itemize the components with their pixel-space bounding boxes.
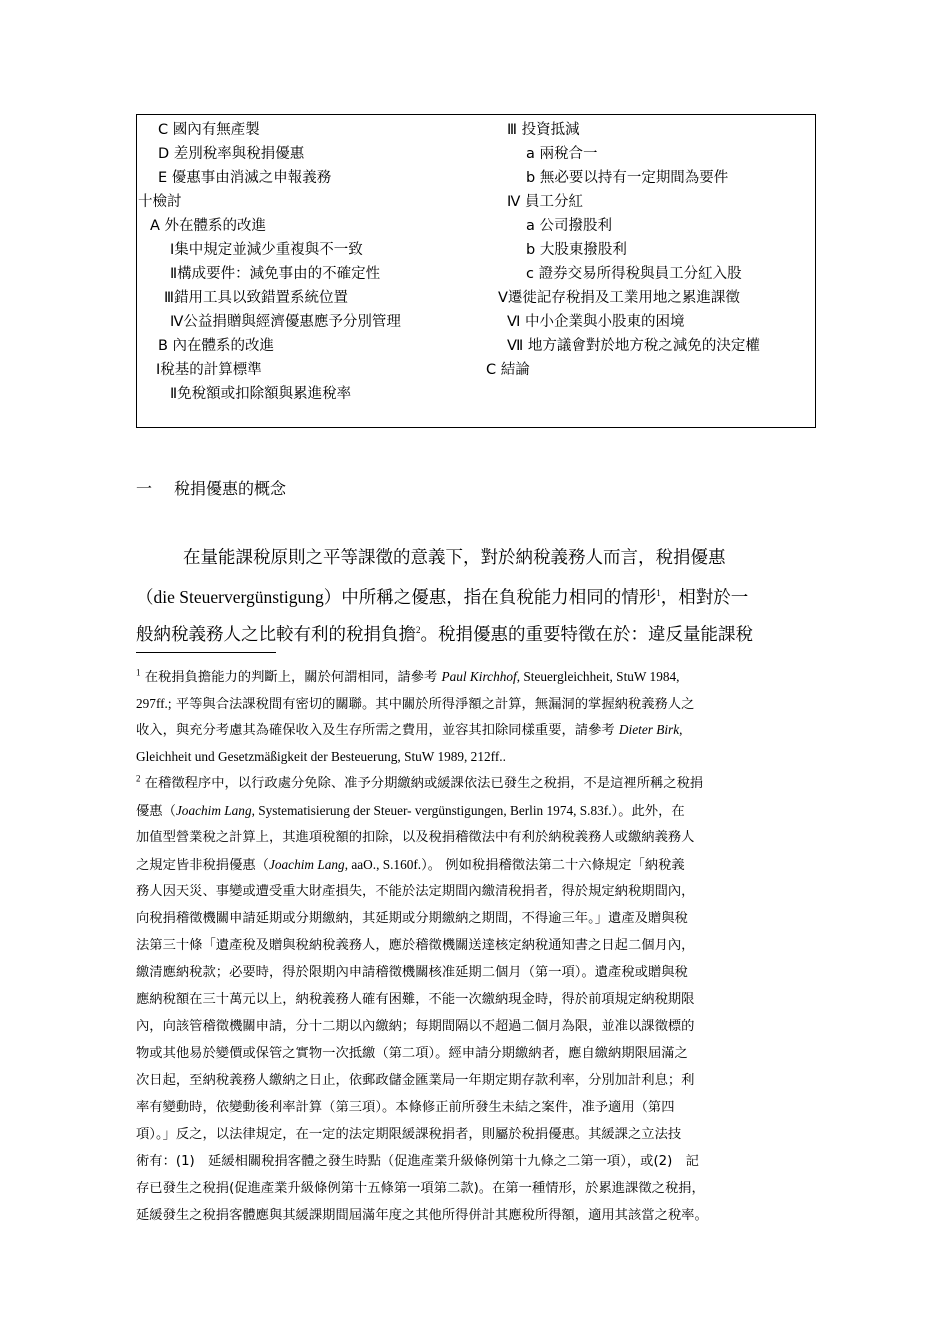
footnote-line: 內，向該管稽徵機關申請，分十二期以內繳納；每期間隔以不超過二個月為限，並准以課徵標的: [136, 1019, 695, 1034]
footnote-line: 收入，與充分考慮其為確保收入及生存所需之費用，並容其扣除同樣重要，請參考 Dieter Birk,: [136, 722, 683, 738]
toc-item: Ⅰ稅基的計算標準: [156, 362, 262, 378]
toc-item: c 證券交易所得稅與員工分紅入股: [526, 266, 742, 282]
toc-item: Ⅳ 員工分紅: [507, 194, 583, 210]
footnote-line: 術有：(1) 延緩相關稅捐客體之發生時點（促進產業升級條例第十九條之二第一項），或(2) 記: [136, 1154, 699, 1169]
footnote-number: 2: [136, 773, 141, 784]
footnote-line: 優惠（Joachim Lang, Systematisierung der Steuer- vergünstigungen, Berlin 1974, S.83f.）。此外，在: [136, 803, 685, 819]
footnote-number: 1: [136, 667, 141, 678]
footnote-line: 項）。」反之，以法律規定，在一定的法定期限緩課稅捐者，則屬於稅捐優惠。其緩課之立法技: [136, 1127, 682, 1142]
toc-item: a 兩稅合一: [526, 146, 598, 162]
section-number: 一: [136, 479, 153, 498]
toc-item: Ⅴ遷徙記存稅捐及工業用地之累進課徵: [498, 290, 740, 306]
footnote-line: 應納稅額在三十萬元以上，納稅義務人確有困難，不能一次繳納現金時，得於前項規定納稅期限: [136, 992, 695, 1007]
footnote-line: 向稅捐稽徵機關申請延期或分期繳納，其延期或分期繳納之期間，不得逾三年。」遺產及贈與稅: [136, 911, 688, 926]
toc-item: Ⅱ構成要件：減免事由的不確定性: [170, 266, 381, 282]
toc-item: Ⅱ免稅額或扣除額與累進稅率: [170, 386, 352, 402]
footnote-line: 物或其他易於變價或保管之實物一次抵繳（第二項）。經申請分期繳納者，應自繳納期限屆滿之: [136, 1046, 688, 1061]
footnote-ref[interactable]: 1: [656, 588, 661, 599]
footnote-line: 之規定皆非稅捐優惠（Joachim Lang, aaO., S.160f.）。 例如稅捐稽徵法第二十六條規定「納稅義: [136, 857, 685, 873]
section-heading: [136, 478, 286, 500]
footnote-line: 297ff.; 平等與合法課稅間有密切的關聯。其中關於所得淨額之計算，無漏洞的掌握納稅義務人之: [136, 696, 695, 712]
toc-item: Ⅰ集中規定並減少重複與不一致: [170, 242, 363, 258]
toc-item: B 內在體系的改進: [158, 338, 275, 354]
footnote-ref[interactable]: 2: [416, 625, 421, 636]
footnote-line: 繳清應納稅款；必要時，得於限期內申請稽徵機關核准延期二個月（第一項）。遺產稅或贈與稅: [136, 965, 688, 980]
toc-item: C 結論: [486, 362, 530, 378]
footnote-line: $^1$ 在稅捐負擔能力的判斷上，關於何謂相同，請參考 Paul Kirchhof, Steuergleichheit, StuW 1984,: [136, 667, 680, 685]
toc-item: D 差別稅率與稅捐優惠: [158, 146, 305, 162]
footnote-line: 加值型營業稅之計算上，其進項稅額的扣除，以及稅捐稽徵法中有利於納稅義務人或繳納義務人: [136, 830, 695, 845]
toc-item: Ⅵ 中小企業與小股東的困境: [507, 314, 685, 330]
footnote-line: 次日起，至納稅義務人繳納之日止，依郵政儲金匯業局一年期定期存款利率，分別加計利息；利: [136, 1073, 695, 1088]
body-line: （die Steuervergünstigung）中所稱之優惠，指在負稅能力相同的情形$^1$，相對於一: [136, 587, 749, 608]
toc-item: a 公司撥股利: [526, 218, 612, 234]
footnote-separator: [136, 652, 276, 653]
footnote-line: $^2$ 在稽徵程序中，以行政處分免除、准予分期繳納或緩課依法已發生之稅捐，不是這裡所稱之稅捐: [136, 773, 704, 791]
toc-item: E 優惠事由消滅之申報義務: [158, 170, 332, 186]
footnote-line: 法第三十條「遺產稅及贈與稅納稅義務人，應於稽徵機關送達核定納稅通知書之日起二個月內，: [136, 938, 695, 953]
footnote-line: 延緩發生之稅捐客體應與其緩課期間屆滿年度之其他所得併計其應稅所得額，適用其該當之稅率。: [136, 1208, 708, 1223]
body-line: 般納稅義務人之比較有利的稅捐負擔$^2$。稅捐優惠的重要特徵在於：違反量能課稅: [136, 625, 753, 645]
footnote-line: Gleichheit und Gesetzmäßigkeit der Besteuerung, StuW 1989, 212ff..: [136, 749, 506, 764]
footnote-line: 存已發生之稅捐(促進產業升級條例第十五條第一項第二款)。在第一種情形，於累進課徵之稅捐，: [136, 1181, 705, 1196]
toc-item: Ⅳ公益捐贈與經濟優惠應予分別管理: [170, 314, 401, 330]
toc-item: Ⅶ 地方議會對於地方稅之減免的決定權: [507, 338, 760, 354]
toc-item: b 無必要以持有一定期間為要件: [526, 170, 729, 186]
footnote-line: 務人因天災、事變或遭受重大財產損失，不能於法定期間內繳清稅捐者，得於規定納稅期間內，: [136, 884, 695, 899]
section-title: 稅捐優惠的概念: [174, 479, 287, 498]
toc-item: Ⅲ錯用工具以致錯置系統位置: [164, 290, 348, 306]
toc-item: 十檢討: [138, 194, 182, 210]
toc-item: C 國內有無產製: [158, 122, 260, 138]
toc-item: Ⅲ 投資抵減: [507, 122, 580, 138]
footnote-line: 率有變動時，依變動後利率計算（第三項）。本條修正前所發生未結之案件，准予適用（第四: [136, 1100, 675, 1115]
body-line: 在量能課稅原則之平等課徵的意義下，對於納稅義務人而言，稅捐優惠: [183, 548, 726, 568]
toc-item: A 外在體系的改進: [150, 218, 267, 234]
toc-item: b 大股東撥股利: [526, 242, 627, 258]
